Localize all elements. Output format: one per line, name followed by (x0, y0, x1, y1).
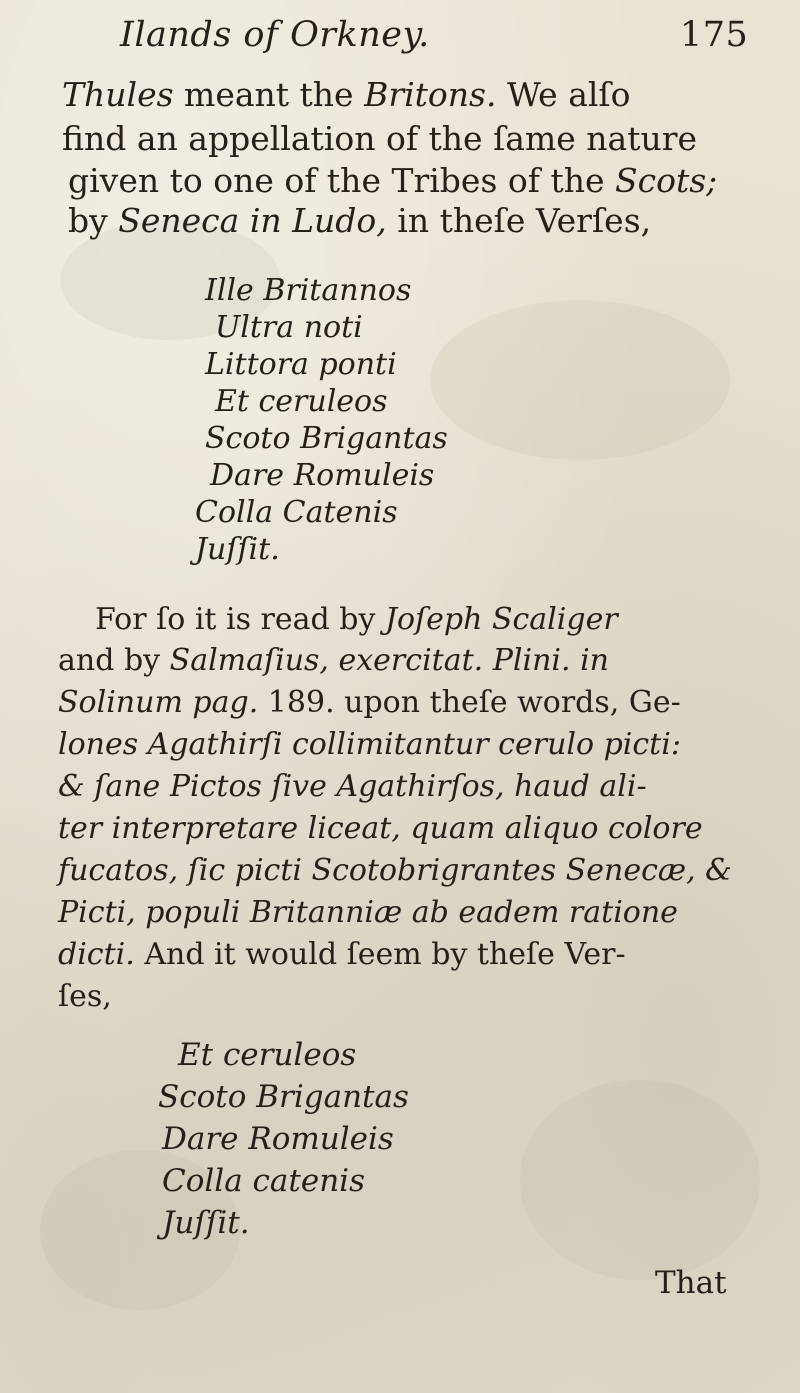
text-line (58, 937, 626, 972)
text-run: Salmaſius, exercitat. Plini. in (169, 643, 610, 678)
verse-line: Et ceruleos (178, 1037, 357, 1073)
text-run: find an appellation of the ſame nature (62, 119, 698, 158)
text-run: lones Agathirſi collimitantur cerulo picti: (58, 727, 681, 762)
text-line (58, 685, 681, 720)
text-run: meant the (173, 75, 365, 114)
text-run: ter interpretare liceat, quam aliquo colore (58, 811, 703, 846)
text-line (58, 895, 678, 930)
text-line (58, 727, 681, 762)
verse-line: Scoto Brigantas (205, 421, 448, 456)
text-line (58, 979, 112, 1014)
text-run: Britons. (364, 75, 497, 114)
text-run: dicti. (58, 937, 135, 972)
text-run: 189. upon theſe words, Ge- (258, 685, 681, 720)
verse-line: Colla Catenis (195, 495, 398, 530)
text-line (62, 75, 631, 114)
text-run: Picti, populi Britanniæ ab eadem ratione (58, 895, 678, 930)
text-line (58, 853, 732, 888)
page-number: 175 (680, 15, 749, 55)
text-run: given to one of the Tribes of the (68, 161, 615, 200)
text-run: Thules (62, 75, 174, 114)
verse-line: Littora ponti (205, 347, 397, 382)
text-line (58, 811, 703, 846)
verse-line: Scoto Brigantas (158, 1079, 409, 1115)
text-run: Joſeph Scaliger (384, 602, 618, 637)
text-line (58, 643, 610, 678)
text-run: fucatos, ſic picti Scotobrigrantes Senecæ, & (58, 853, 732, 888)
text-run: For ſo it is read by (95, 602, 385, 637)
verse-line: Juſſit. (162, 1205, 250, 1241)
verse-line: Juſſit. (195, 532, 280, 567)
text-line (95, 602, 618, 637)
verse-line: Et ceruleos (215, 384, 388, 419)
running-title: Ilands of Orkney. (120, 15, 430, 55)
paper-stain (430, 300, 730, 460)
verse-line: Dare Romuleis (162, 1121, 394, 1157)
verse-line: Colla catenis (162, 1163, 365, 1199)
verse-line: Ultra noti (215, 310, 363, 345)
verse-line: Ille Britannos (205, 273, 412, 308)
paper-stain (520, 1080, 760, 1280)
text-line (58, 769, 647, 804)
verse-line: Dare Romuleis (210, 458, 435, 493)
text-run: Solinum pag. (58, 685, 259, 720)
text-run: We alſo (496, 75, 631, 114)
text-run: Scots; (614, 161, 718, 200)
text-run: and by (58, 643, 170, 678)
text-line (62, 119, 698, 158)
text-run: by (68, 201, 119, 240)
text-line (68, 201, 652, 240)
text-line (68, 161, 718, 200)
catchword: That (655, 1265, 727, 1301)
text-run: & ſane Pictos ſive Agathirſos, haud ali- (58, 769, 647, 804)
text-run: And it would ſeem by theſe Ver- (134, 937, 626, 972)
text-run: in theſe Verſes, (386, 201, 652, 240)
text-run: Seneca in Ludo, (118, 201, 387, 240)
text-run: ſes, (58, 979, 112, 1014)
